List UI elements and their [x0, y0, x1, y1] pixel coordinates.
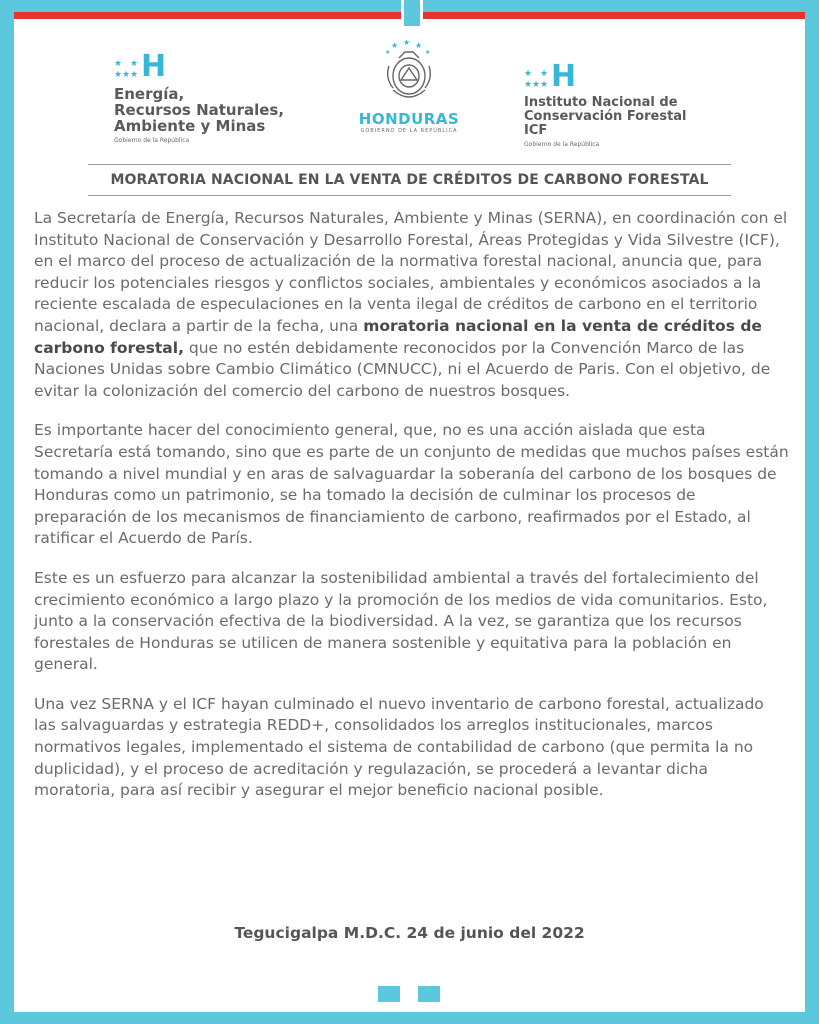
document-body [34, 208, 789, 820]
serna-logo [114, 49, 285, 144]
icf-logo [524, 59, 687, 148]
honduras-wordmark: HONDURAS [358, 110, 460, 128]
bottom-notch-left [378, 986, 400, 1002]
svg-text:★: ★ [425, 49, 431, 56]
serna-gobierno-label: Gobierno de la República [114, 137, 190, 144]
svg-text:★: ★ [403, 38, 411, 47]
icf-name: Instituto Nacional de Conservación Forestal ICF [524, 95, 687, 138]
paragraph-3: Este es un esfuerzo para alcanzar la sostenibilidad ambiental a través del fortalecimiento del crecimiento económico a largo plazo y la promoción de los medios de vida comunitarios. Esto, junto a la conservación efectiva de la biodiversidad. A la vez, se garantiza que los recursos forestales de Honduras se utilicen de manera sostenible y equitativa para la población en general. [34, 568, 768, 674]
honduras-gobierno-label: GOBIERNO DE LA REPÚBLICA [360, 128, 458, 134]
bottom-notch-right [418, 986, 440, 1002]
moratoria-emphasis: moratoria nacional en la venta de créditos de carbono forestal, [34, 316, 762, 357]
svg-text:★: ★ [415, 41, 423, 50]
document-title: MORATORIA NACIONAL EN LA VENTA DE CRÉDITOS DE CARBONO FORESTAL [88, 172, 731, 196]
paragraph-4: Una vez SERNA y el ICF hayan culminado el nuevo inventario de carbono forestal, actualizado las salvaguardas y estrategia REDD+, consolidados los arreglos institucionales, marcos normativos legales, implementado el sistema de contabilidad de carbono (que permita la no duplicidad), y el proceso de acreditación y regulazación, se procederá a levantar dicha moratoria, para así recibir y asegurar el mejor beneficio nacional posible. [34, 694, 764, 800]
document-sheet [14, 12, 805, 1012]
serna-name: Energía, Recursos Naturales, Ambiente y Minas [114, 85, 285, 135]
top-notch-decoration [401, 0, 423, 26]
svg-text:★: ★ [391, 41, 399, 50]
title-top-rule [88, 164, 731, 165]
paragraph-1: La Secretaría de Energía, Recursos Naturales, Ambiente y Minas (SERNA), en coordinación con el Instituto Nacional de Conservación y Desarrollo Forestal, Áreas Protegidas y Vida Silvestre (ICF), en el marco del proceso de actualización de la normativa forestal nacional, anuncia que, para reducir los potenciales riesgos y conflictos sociales, ambientales y económicos asociados a la reciente escalada de especulaciones en la venta ilegal de créditos de carbono en el territorio nacional, declara a partir de la fecha, una moratoria nacional en la venta de créditos de carbono forestal, que no estén debidamente reconocidos por la Convención Marco de las Naciones Unidas sobre Cambio Climático (CMNUCC), ni el Acuerdo de Paris. Con el objetivo, de evitar la colonización del comercio del carbono de nuestros bosques. [34, 209, 788, 400]
icf-gobierno-label: Gobierno de la República [524, 141, 600, 148]
place-date-signature: Tegucigalpa M.D.C. 24 de junio del 2022 [234, 924, 585, 942]
honduras-logo [354, 38, 464, 134]
coat-of-arms-icon [379, 38, 439, 108]
h-star-mark-icon: ★ ★ ★ ★ ★ H [114, 49, 167, 84]
title-block [74, 164, 745, 196]
paragraph-2: Es importante hacer del conocimiento general, que, no es una acción aislada que esta Secretaría está tomando, sino que es parte de un conjunto de medidas que muchos países están tomando a nivel mundial y en aras de salvaguardar la soberanía del carbono de los bosques de Honduras como un patrimonio, se ha tomado la decisión de culminar los procesos de preparación de los mecanismos de financiamiento de carbono, reafirmados por el Estado, al ratificar el Acuerdo de París. [34, 421, 789, 548]
svg-text:★: ★ [385, 49, 391, 56]
h-star-mark-icon: ★ ★ ★ ★ ★ H [524, 59, 577, 94]
